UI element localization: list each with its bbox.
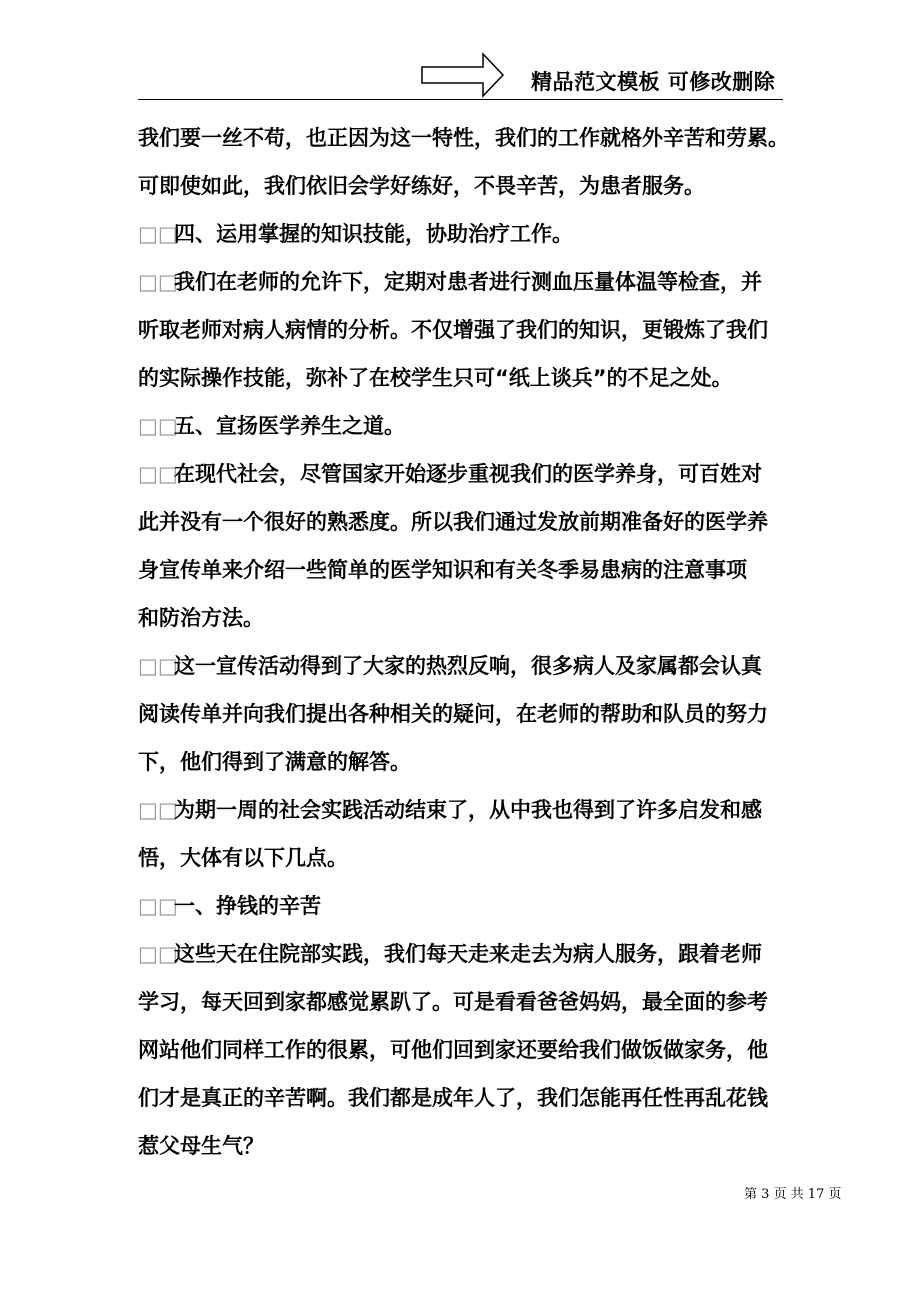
text-line [138, 1122, 788, 1170]
text-line [138, 114, 788, 162]
text-line-content: 和防治方法。 [138, 606, 264, 630]
text-line [138, 642, 788, 690]
text-line-content: 五、宣扬医学养生之道。 [174, 414, 405, 438]
text-line-content: 身宣传单来介绍一些简单的医学知识和有关冬季易患病的注意事项 [138, 558, 747, 582]
text-line [138, 258, 788, 306]
text-line [138, 162, 788, 210]
text-line [138, 882, 788, 930]
text-line-content: 我们在老师的允许下，定期对患者进行测血压量体温等检查，并 [174, 270, 762, 294]
text-line [138, 402, 788, 450]
text-line-content: 的实际操作技能，弥补了在校学生只可“纸上谈兵”的不足之处。 [138, 366, 733, 390]
indent-marker: □□ [138, 270, 178, 294]
indent-marker: □□ [138, 414, 178, 438]
text-line [138, 834, 788, 882]
text-line-content: 阅读传单并向我们提出各种相关的疑问，在老师的帮助和队员的努力 [138, 702, 768, 726]
text-line-content: 下，他们得到了满意的解答。 [138, 750, 411, 774]
text-line [138, 546, 788, 594]
text-line-content: 这些天在住院部实践，我们每天走来走去为病人服务，跟着老师 [174, 942, 762, 966]
text-line-content: 听取老师对病人病情的分析。不仅增强了我们的知识，更锻炼了我们 [138, 318, 768, 342]
text-line-content: 四、运用掌握的知识技能，协助治疗工作。 [174, 222, 573, 246]
text-line-content: 这一宣传活动得到了大家的热烈反响，很多病人及家属都会认真 [174, 654, 762, 678]
text-line [138, 738, 788, 786]
indent-marker: □□ [138, 654, 178, 678]
text-line [138, 1074, 788, 1122]
text-line-content: 在现代社会，尽管国家开始逐步重视我们的医学养身，可百姓对 [174, 462, 762, 486]
text-line-content: 惹父母生气？ [138, 1134, 264, 1158]
arrow-icon [421, 52, 505, 98]
indent-marker: □□ [138, 942, 178, 966]
header-title: 精品范文模板 可修改删除 [531, 70, 776, 94]
indent-marker: □□ [138, 462, 178, 486]
text-line [138, 594, 788, 642]
text-line [138, 1026, 788, 1074]
text-line [138, 786, 788, 834]
indent-marker: □□ [138, 894, 178, 918]
text-line-content: 为期一周的社会实践活动结束了，从中我也得到了许多启发和感 [174, 798, 762, 822]
text-line [138, 450, 788, 498]
text-line-content: 此并没有一个很好的熟悉度。所以我们通过发放前期准备好的医学养 [138, 510, 768, 534]
text-line [138, 498, 788, 546]
text-line [138, 690, 788, 738]
text-line [138, 978, 788, 1026]
text-line-content: 可即使如此，我们依旧会学好练好，不畏辛苦，为患者服务。 [138, 174, 705, 198]
text-line-content: 悟，大体有以下几点。 [138, 846, 348, 870]
page-number: 第 3 页 共 17 页 [744, 1187, 842, 1202]
text-line [138, 354, 788, 402]
text-line [138, 306, 788, 354]
text-line [138, 930, 788, 978]
document-body [138, 114, 788, 1170]
indent-marker: □□ [138, 798, 178, 822]
text-line-content: 学习，每天回到家都感觉累趴了。可是看看爸爸妈妈，最全面的参考 [138, 990, 768, 1014]
indent-marker: □□ [138, 222, 178, 246]
text-line-content: 网站他们同样工作的很累，可他们回到家还要给我们做饭做家务，他 [138, 1038, 768, 1062]
text-line [138, 210, 788, 258]
text-line-content: 们才是真正的辛苦啊。我们都是成年人了，我们怎能再任性再乱花钱 [138, 1086, 768, 1110]
text-line-content: 我们要一丝不苟，也正因为这一特性，我们的工作就格外辛苦和劳累。 [138, 126, 789, 150]
header-divider [138, 99, 783, 100]
text-line-content: 一、挣钱的辛苦 [174, 894, 321, 918]
